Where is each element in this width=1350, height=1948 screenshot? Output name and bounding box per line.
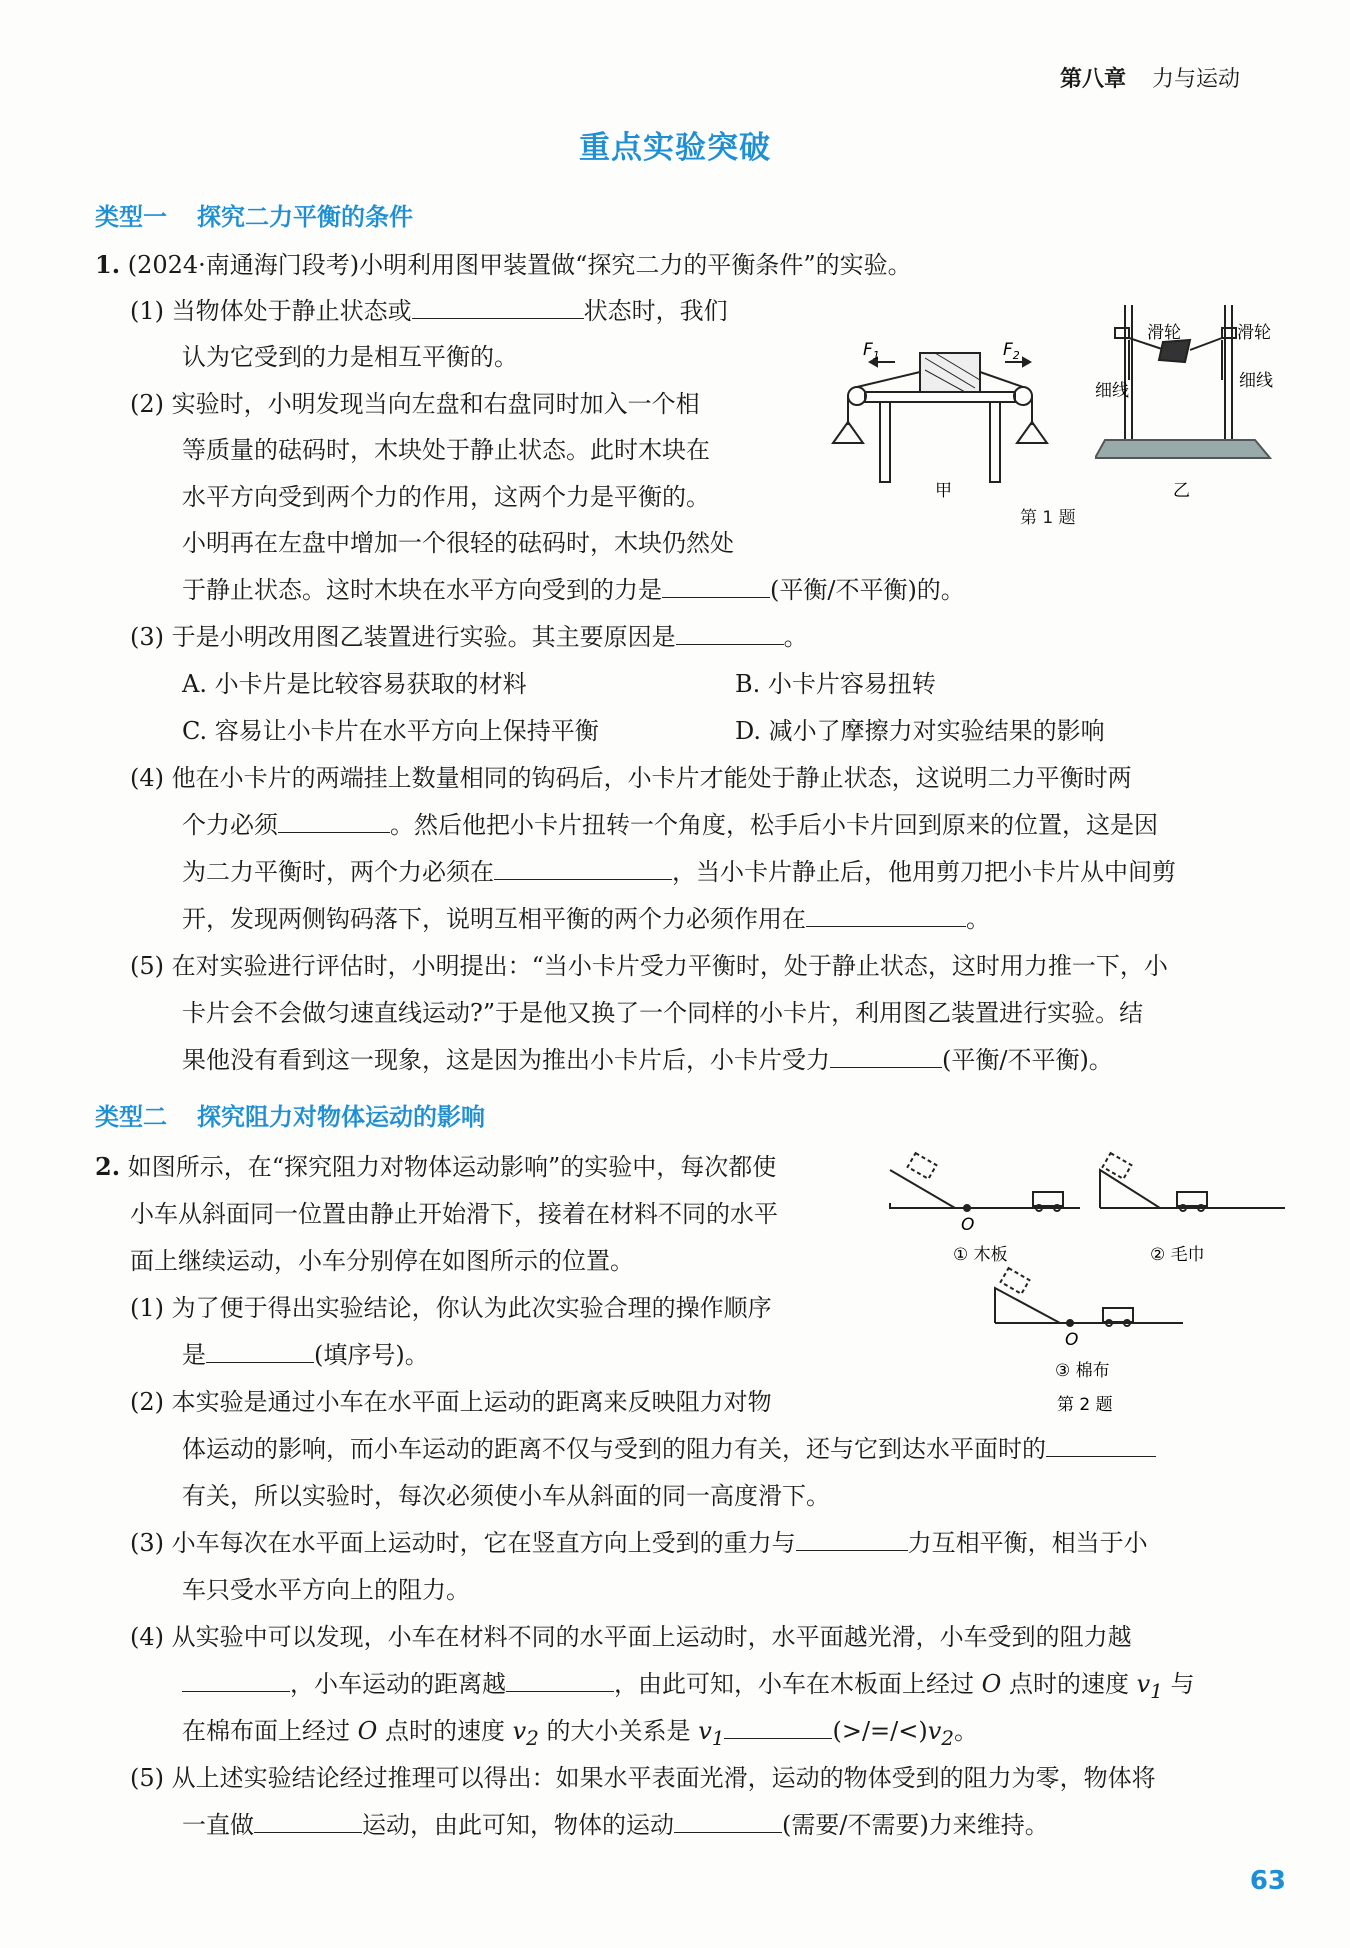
- answer-blank[interactable]: [662, 575, 770, 598]
- text: 点时的速度: [1008, 1670, 1129, 1698]
- answer-blank[interactable]: [806, 904, 966, 927]
- q1-part2-line5: [182, 573, 965, 607]
- text: 。: [954, 1717, 979, 1745]
- text: 。然后他把小卡片扭转一个角度，松手后小卡片回到原来的位置，这是因: [390, 811, 1158, 839]
- q1-part1-line2: 认为它受到的力是相互平衡的。: [182, 343, 518, 371]
- option-b[interactable]: B. 小卡片容易扭转: [735, 670, 936, 698]
- q1-part2-line4: 小明再在左盘中增加一个很轻的砝码时，木块仍然处: [182, 529, 734, 557]
- q1-part5-line2: 卡片会不会做匀速直线运动?”于是他又换了一个同样的小卡片，利用图乙装置进行实验。结: [182, 999, 1144, 1027]
- q2-part5-line1: (5) 从上述实验结论经过推理可以得出：如果水平表面光滑，运动的物体受到的阻力为零，物体将: [130, 1764, 1156, 1792]
- q2-stem-line1: [95, 1150, 776, 1184]
- pulley-left: [1115, 328, 1129, 338]
- q2-part2-line2: [182, 1432, 1156, 1466]
- text: 状态时，我们: [583, 297, 728, 325]
- point-o-label: O: [1065, 1330, 1079, 1350]
- q1-stem: [95, 248, 912, 282]
- chapter-title: 力与运动: [1151, 67, 1240, 92]
- text: 的大小关系是: [546, 1717, 691, 1745]
- figure-1-yi: [1095, 300, 1295, 500]
- section-title: 探究阻力对物体运动的影响: [197, 1103, 485, 1131]
- figure-2-caption: 第 2 题: [1057, 1395, 1113, 1415]
- q2-part5-line2: [182, 1808, 1049, 1842]
- symbol-v1: $v_1$: [1136, 1670, 1163, 1703]
- option-a[interactable]: A. 小卡片是比较容易获取的材料: [182, 670, 527, 698]
- point-o: O: [981, 1670, 1002, 1698]
- text: 力互相平衡，相当于小: [907, 1529, 1148, 1557]
- text: 。: [966, 905, 990, 933]
- ramp-towel: [1100, 1153, 1285, 1211]
- answer-blank[interactable]: [494, 857, 672, 880]
- question-text: 如图所示，在“探究阻力对物体运动影响”的实验中，每次都使: [127, 1153, 777, 1181]
- text: 果他没有看到这一现象，这是因为推出小卡片后，小卡片受力: [182, 1046, 830, 1074]
- text: (填序号)。: [314, 1341, 429, 1369]
- q1-part2-line1: (2) 实验时，小明发现当向左盘和右盘同时加入一个相: [130, 390, 700, 418]
- q1-part4-line4: [182, 902, 990, 936]
- figure-1-caption: 第 1 题: [1020, 508, 1076, 528]
- card: [1159, 340, 1190, 362]
- text: (需要/不需要)力来维持。: [782, 1811, 1049, 1839]
- figure-2: [885, 1148, 1295, 1428]
- apparatus-jia: [833, 353, 1047, 482]
- section-label: 类型一: [95, 203, 167, 231]
- answer-blank[interactable]: [182, 1669, 290, 1692]
- chapter-number: 第八章: [1059, 67, 1126, 92]
- q2-part1-line1: (1) 为了便于得出实验结论，你认为此次实验合理的操作顺序: [130, 1294, 772, 1322]
- force-label-f1: $F_1$: [863, 340, 880, 362]
- answer-blank[interactable]: [278, 810, 390, 833]
- option-d[interactable]: D. 减小了摩擦力对实验结果的影响: [735, 717, 1105, 745]
- page-number: 63: [1249, 1866, 1286, 1896]
- section-title: 探究二力平衡的条件: [197, 203, 413, 231]
- symbol-v2: $v_2$: [927, 1717, 955, 1750]
- text: 在棉布面上经过: [182, 1717, 350, 1745]
- q1-part2-line2: 等质量的砝码时，木块处于静止状态。此时木块在: [182, 436, 710, 464]
- section-label: 类型二: [95, 1103, 167, 1131]
- q2-part2-line3: 有关，所以实验时，每次必须使小车从斜面的同一高度滑下。: [182, 1482, 830, 1510]
- q2-part1-line2: [182, 1338, 429, 1372]
- q1-part2-line3: 水平方向受到两个力的作用，这两个力是平衡的。: [182, 483, 710, 511]
- base: [1095, 440, 1270, 458]
- text: 。: [783, 623, 808, 651]
- q2-stem-line2: 小车从斜面同一位置由静止开始滑下，接着在材料不同的水平: [130, 1200, 778, 1228]
- q1-part1-line1: [130, 294, 728, 328]
- q1-part5-line3: [182, 1043, 1113, 1077]
- answer-blank[interactable]: [674, 1810, 782, 1833]
- answer-blank[interactable]: [676, 622, 784, 645]
- question-number: 2.: [95, 1152, 121, 1181]
- section-heading-1: [95, 197, 413, 232]
- q1-part3: [130, 620, 808, 654]
- text: (>/=/<): [832, 1717, 928, 1745]
- label-pulley-left: 滑轮: [1147, 323, 1181, 343]
- text: 是: [182, 1341, 206, 1369]
- text: (平衡/不平衡)的。: [770, 576, 965, 604]
- force-label-f2: $F_2$: [1003, 340, 1020, 362]
- answer-blank[interactable]: [724, 1716, 832, 1739]
- q2-part2-line1: (2) 本实验是通过小车在水平面上运动的距离来反映阻力对物: [130, 1388, 772, 1416]
- surface-label-wood: ① 木板: [953, 1245, 1008, 1265]
- chapter-header: [1060, 62, 1240, 93]
- section-heading-2: [95, 1097, 485, 1132]
- q2-stem-line3: 面上继续运动，小车分别停在如图所示的位置。: [130, 1247, 634, 1275]
- answer-blank[interactable]: [830, 1045, 942, 1068]
- question-number: 1.: [95, 250, 121, 279]
- text: 与: [1170, 1670, 1195, 1698]
- text: (3) 于是小明改用图乙装置进行实验。其主要原因是: [130, 623, 676, 651]
- text: 于静止状态。这时木块在水平方向受到的力是: [182, 576, 662, 604]
- surface-label-towel: ② 毛巾: [1150, 1245, 1205, 1265]
- symbol-v2: $v_2$: [512, 1717, 539, 1750]
- symbol-v1: $v_1$: [698, 1717, 725, 1750]
- q1-part4-line1: (4) 他在小卡片的两端挂上数量相同的钩码后，小卡片才能处于静止状态，这说明二力平衡时两: [130, 764, 1132, 792]
- label-string-right: 细线: [1239, 371, 1273, 391]
- text: 为二力平衡时，两个力必须在: [182, 858, 494, 886]
- point-o: O: [357, 1717, 378, 1745]
- page-title: 重点实验突破: [579, 130, 771, 166]
- point-o-label: O: [961, 1215, 975, 1235]
- text: (平衡/不平衡)。: [942, 1046, 1113, 1074]
- q2-part4-line1: (4) 从实验中可以发现，小车在材料不同的水平面上运动时，水平面越光滑，小车受到的阻力越: [130, 1623, 1132, 1651]
- answer-blank[interactable]: [1046, 1434, 1156, 1457]
- answer-blank[interactable]: [506, 1669, 614, 1692]
- label-jia: 甲: [935, 481, 952, 501]
- q1-part4-line2: [182, 808, 1158, 842]
- text: ，小车运动的距离越: [290, 1670, 506, 1698]
- ramp-cotton: [995, 1268, 1183, 1326]
- q2-part4-line2: [182, 1667, 1195, 1708]
- text: 体运动的影响，而小车运动的距离不仅与受到的阻力有关，还与它到达水平面时的: [182, 1435, 1046, 1463]
- ramp-wood: [890, 1153, 1080, 1211]
- answer-blank[interactable]: [412, 296, 584, 319]
- answer-blank[interactable]: [796, 1528, 908, 1551]
- label-pulley-right: 滑轮: [1237, 323, 1271, 343]
- question-text: (2024·南通海门段考)小明利用图甲装置做“探究二力的平衡条件”的实验。: [127, 251, 912, 279]
- q2-part3-line2: 车只受水平方向上的阻力。: [182, 1576, 470, 1604]
- text: (1) 当物体处于静止状态或: [130, 297, 412, 325]
- answer-blank[interactable]: [254, 1810, 362, 1833]
- text: 点时的速度: [384, 1717, 505, 1745]
- option-c[interactable]: C. 容易让小卡片在水平方向上保持平衡: [182, 717, 599, 745]
- text: 运动，由此可知，物体的运动: [362, 1811, 674, 1839]
- text: ，由此可知，小车在木板面上经过: [614, 1670, 974, 1698]
- text: 个力必须: [182, 811, 278, 839]
- q2-part4-line3: [182, 1714, 978, 1755]
- answer-blank[interactable]: [206, 1340, 314, 1363]
- q2-part3-line1: [130, 1526, 1148, 1560]
- q1-part4-line3: [182, 855, 1176, 889]
- q1-part5-line1: (5) 在对实验进行评估时，小明提出：“当小卡片受力平衡时，处于静止状态，这时用力推一下，小: [130, 952, 1168, 980]
- text: ，当小卡片静止后，他用剪刀把小卡片从中间剪: [672, 858, 1176, 886]
- label-string-left: 细线: [1095, 381, 1129, 401]
- text: 一直做: [182, 1811, 254, 1839]
- label-yi: 乙: [1173, 481, 1190, 500]
- surface-label-cotton: ③ 棉布: [1055, 1361, 1110, 1381]
- text: (3) 小车每次在水平面上运动时，它在竖直方向上受到的重力与: [130, 1529, 796, 1557]
- text: 开，发现两侧钩码落下，说明互相平衡的两个力必须作用在: [182, 905, 806, 933]
